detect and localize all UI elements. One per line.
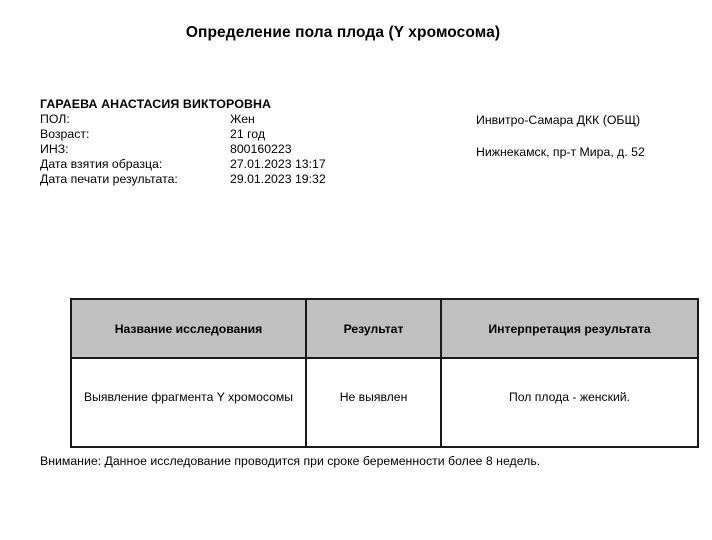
column-header-interpretation-text: Интерпретация результата bbox=[488, 321, 651, 336]
column-header-result-text: Результат bbox=[343, 321, 404, 336]
laboratory-address: Нижнекамск, пр-т Мира, д. 52 bbox=[476, 145, 645, 159]
cell-study-name-text: Выявление фрагмента Y хромосомы bbox=[83, 389, 294, 404]
footer-warning-note: Внимание: Данное исследование проводится при сроке беременности более 8 недель. bbox=[40, 454, 541, 468]
column-header-study-name bbox=[71, 299, 306, 358]
page-title: Определение пола плода (Y хромосома) bbox=[185, 24, 501, 41]
column-header-result bbox=[306, 299, 441, 358]
cell-result-text: Не выявлен bbox=[339, 389, 408, 404]
cell-result bbox=[306, 358, 441, 447]
print-date-label: Дата печати результата: bbox=[40, 172, 178, 186]
patient-age-value: 21 год bbox=[230, 127, 266, 141]
patient-sex-value: Жен bbox=[230, 112, 255, 126]
patient-inz-value: 800160223 bbox=[230, 142, 292, 156]
sample-date-label: Дата взятия образца: bbox=[40, 157, 163, 171]
table-header-row bbox=[71, 299, 698, 358]
laboratory-name: Инвитро-Самара ДКК (ОБЩ) bbox=[476, 113, 641, 127]
patient-inz-label: ИНЗ: bbox=[40, 142, 69, 156]
sample-date-value: 27.01.2023 13:17 bbox=[230, 157, 326, 171]
patient-age-label: Возраст: bbox=[40, 127, 90, 141]
cell-study-name bbox=[71, 358, 306, 447]
cell-interpretation bbox=[441, 358, 698, 447]
patient-name: ГАРАЕВА АНАСТАСИЯ ВИКТОРОВНА bbox=[40, 97, 272, 111]
column-header-study-name-text: Название исследования bbox=[114, 321, 263, 336]
patient-sex-label: ПОЛ: bbox=[40, 112, 70, 126]
patient-info-block bbox=[40, 97, 326, 187]
print-date-value: 29.01.2023 19:32 bbox=[230, 172, 326, 186]
cell-interpretation-text: Пол плода - женский. bbox=[509, 389, 630, 404]
laboratory-info-block bbox=[476, 113, 645, 159]
patient-info-row-inz bbox=[40, 142, 292, 157]
results-table bbox=[70, 298, 699, 448]
patient-info-row-print-date bbox=[40, 172, 326, 187]
patient-info-row-sample-date bbox=[40, 157, 326, 172]
patient-info-row-sex bbox=[40, 112, 271, 127]
table-row bbox=[71, 358, 698, 447]
column-header-interpretation bbox=[441, 299, 698, 358]
patient-info-row-age bbox=[40, 127, 271, 142]
